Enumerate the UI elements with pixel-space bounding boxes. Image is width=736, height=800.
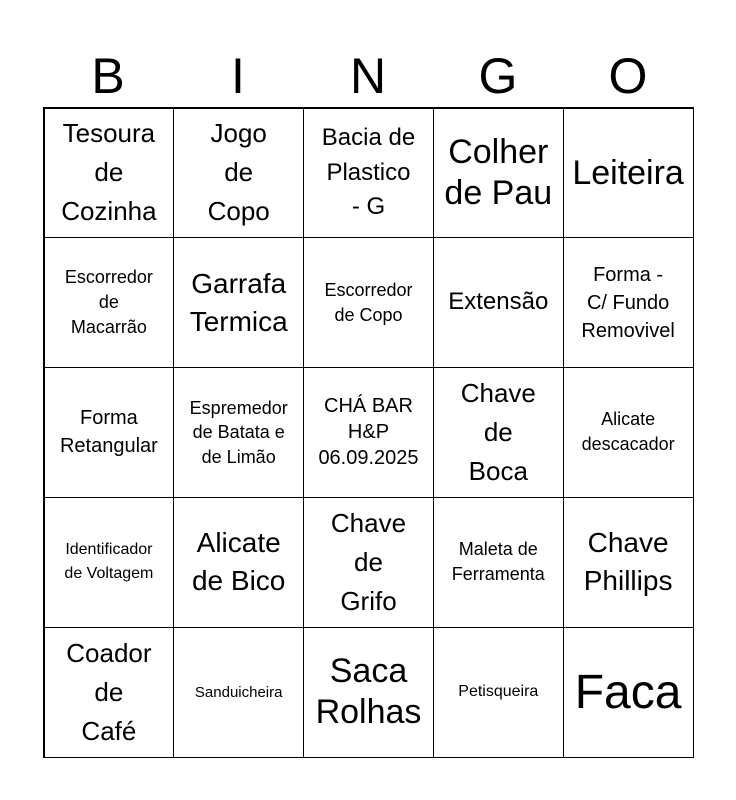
bingo-cell-r5-c5[interactable] xyxy=(563,627,694,758)
cell-label: Forma Retangular xyxy=(59,407,158,458)
header-letter-n: N xyxy=(349,48,387,104)
cell-label: Petisqueira xyxy=(458,683,539,701)
bingo-cell-r3-c3[interactable] xyxy=(303,367,434,498)
header-letter-g: G xyxy=(478,48,518,104)
cell-label: Espremedor de Batata e de Limão xyxy=(189,398,288,467)
bingo-board xyxy=(43,107,694,758)
bingo-cell-r5-c4[interactable] xyxy=(433,627,564,758)
bingo-cell-r1-c4[interactable] xyxy=(433,108,564,239)
bingo-cell-r3-c2[interactable] xyxy=(173,367,304,498)
cell-label: Escorredor de Copo xyxy=(324,279,413,325)
header-letter-o: O xyxy=(608,48,648,104)
header-letter-i: I xyxy=(231,48,245,104)
bingo-cell-r1-c5[interactable] xyxy=(563,108,694,239)
cell-label: Colher de Pau xyxy=(444,133,553,212)
bingo-cell-r2-c3[interactable] xyxy=(303,237,434,368)
cell-label: Alicate de Bico xyxy=(191,527,286,597)
cell-label: Jogo de Copo xyxy=(207,118,270,227)
cell-label: Alicate descacador xyxy=(581,409,675,455)
bingo-cell-r2-c4[interactable] xyxy=(433,237,564,368)
cell-label: Faca xyxy=(574,665,682,719)
bingo-cell-r4-c3[interactable] xyxy=(303,497,434,628)
bingo-cell-r2-c5[interactable] xyxy=(563,237,694,368)
bingo-cell-r1-c1[interactable] xyxy=(44,108,175,239)
bingo-cell-r3-c1[interactable] xyxy=(44,367,175,498)
bingo-header xyxy=(43,44,693,108)
cell-label: Chave Phillips xyxy=(583,527,673,597)
bingo-cell-r5-c1[interactable] xyxy=(44,627,175,758)
cell-label: Bacia de Plastico - G xyxy=(321,123,416,221)
header-letter-b: B xyxy=(91,48,125,104)
bingo-cell-r5-c3[interactable] xyxy=(303,627,434,758)
cell-label: Chave de Grifo xyxy=(330,507,407,616)
bingo-cell-r2-c2[interactable] xyxy=(173,237,304,368)
bingo-cell-r2-c1[interactable] xyxy=(44,237,175,368)
cell-label: Escorredor de Macarrão xyxy=(64,266,153,338)
cell-label: Forma - C/ Fundo Removivel xyxy=(581,263,675,342)
cell-label: CHÁ BAR H&P 06.09.2025 xyxy=(318,395,419,470)
bingo-cell-r1-c3[interactable] xyxy=(303,108,434,239)
bingo-cell-r3-c5[interactable] xyxy=(563,367,694,498)
cell-label: Sanduicheira xyxy=(194,683,283,701)
bingo-cell-r4-c2[interactable] xyxy=(173,497,304,628)
cell-label: Coador de Café xyxy=(66,637,152,746)
cell-label: Garrafa Termica xyxy=(189,267,288,337)
bingo-cell-r4-c5[interactable] xyxy=(563,497,694,628)
cell-label: Leiteira xyxy=(572,153,684,192)
cell-label: Saca Rolhas xyxy=(315,652,422,732)
bingo-cell-r4-c1[interactable] xyxy=(44,497,175,628)
bingo-cell-r3-c4[interactable] xyxy=(433,367,564,498)
cell-label: Identificador de Voltagem xyxy=(64,541,154,583)
cell-label: Chave de Boca xyxy=(460,377,536,486)
bingo-cell-r1-c2[interactable] xyxy=(173,108,304,239)
cell-label: Maleta de Ferramenta xyxy=(451,539,545,585)
cell-label: Tesoura de Cozinha xyxy=(61,118,157,227)
cell-label: Extensão xyxy=(448,288,549,316)
bingo-cell-r4-c4[interactable] xyxy=(433,497,564,628)
bingo-cell-r5-c2[interactable] xyxy=(173,627,304,758)
